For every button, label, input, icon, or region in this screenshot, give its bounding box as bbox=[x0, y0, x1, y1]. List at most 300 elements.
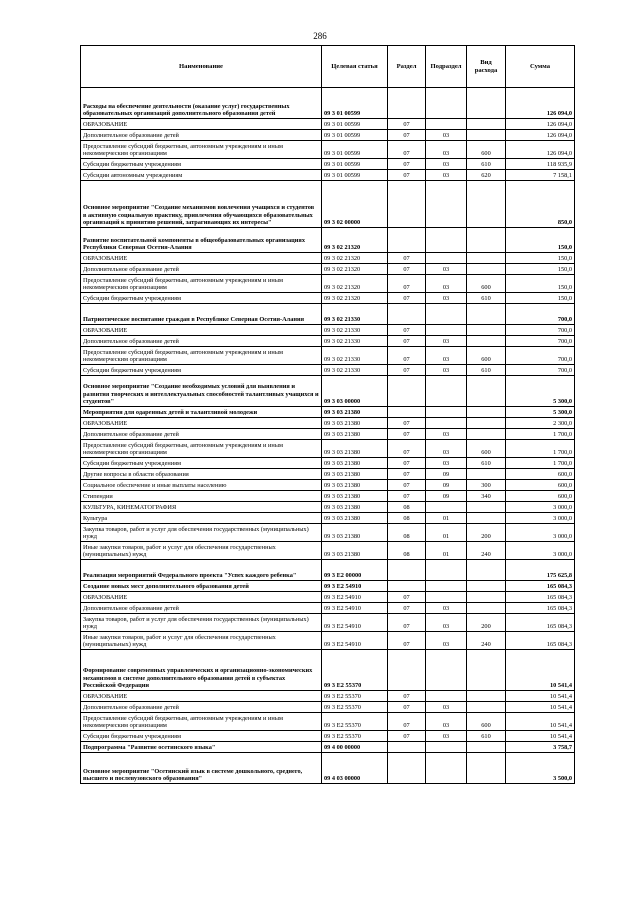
cell-code: 09 3 E2 54910 bbox=[322, 614, 388, 632]
cell-sum: 3 500,0 bbox=[506, 753, 575, 784]
column-header-name: Наименование bbox=[81, 46, 322, 88]
cell-sum: 5 300,0 bbox=[506, 376, 575, 407]
cell-subsection: 03 bbox=[426, 365, 467, 376]
cell-name: Субсидии бюджетным учреждениям bbox=[81, 159, 322, 170]
cell-code: 09 3 03 00000 bbox=[322, 376, 388, 407]
cell-code: 09 3 03 21380 bbox=[322, 542, 388, 560]
cell-section bbox=[388, 581, 426, 592]
cell-kind bbox=[467, 603, 506, 614]
cell-code: 09 3 02 21330 bbox=[322, 365, 388, 376]
cell-code: 09 3 01 00599 bbox=[322, 130, 388, 141]
cell-name: Основное мероприятие "Создание механизмов вовлечения учащихся и студентов в активную социальную практику, привлечения обучающихся образовательных организаций к принятию решений, затрагивающих их интересы" bbox=[81, 181, 322, 228]
cell-section: 07 bbox=[388, 293, 426, 304]
cell-name: Дополнительное образование детей bbox=[81, 264, 322, 275]
table-row bbox=[81, 632, 575, 650]
table-row bbox=[81, 702, 575, 713]
cell-subsection bbox=[426, 742, 467, 753]
table-row bbox=[81, 440, 575, 458]
cell-sum: 126 094,0 bbox=[506, 88, 575, 119]
table-row bbox=[81, 88, 575, 119]
table-row bbox=[81, 524, 575, 542]
cell-subsection: 09 bbox=[426, 491, 467, 502]
cell-section: 07 bbox=[388, 614, 426, 632]
cell-code: 09 3 01 00599 bbox=[322, 159, 388, 170]
cell-kind bbox=[467, 742, 506, 753]
cell-name: Мероприятия для одаренных детей и талантливой молодежи bbox=[81, 407, 322, 418]
cell-code: 09 3 02 21330 bbox=[322, 325, 388, 336]
table-row bbox=[81, 407, 575, 418]
cell-sum: 700,0 bbox=[506, 336, 575, 347]
cell-kind: 620 bbox=[467, 170, 506, 181]
page-number: 286 bbox=[313, 31, 327, 41]
table-row bbox=[81, 347, 575, 365]
cell-section: 07 bbox=[388, 713, 426, 731]
cell-code: 09 3 E2 55370 bbox=[322, 713, 388, 731]
cell-kind bbox=[467, 376, 506, 407]
table-row bbox=[81, 480, 575, 491]
cell-section bbox=[388, 304, 426, 325]
cell-sum: 700,0 bbox=[506, 365, 575, 376]
cell-section: 07 bbox=[388, 365, 426, 376]
cell-kind bbox=[467, 418, 506, 429]
cell-name: ОБРАЗОВАНИЕ bbox=[81, 253, 322, 264]
cell-code: 09 3 E2 55370 bbox=[322, 691, 388, 702]
cell-sum: 10 541,4 bbox=[506, 702, 575, 713]
table-row bbox=[81, 753, 575, 784]
cell-name: Стипендии bbox=[81, 491, 322, 502]
cell-section: 07 bbox=[388, 119, 426, 130]
cell-subsection: 03 bbox=[426, 336, 467, 347]
cell-subsection: 01 bbox=[426, 524, 467, 542]
cell-sum: 10 541,4 bbox=[506, 731, 575, 742]
cell-kind bbox=[467, 650, 506, 691]
cell-section: 07 bbox=[388, 691, 426, 702]
cell-kind bbox=[467, 513, 506, 524]
cell-sum: 150,0 bbox=[506, 293, 575, 304]
cell-name: Предоставление субсидий бюджетным, автономным учреждениям и иным некоммерческим организациям bbox=[81, 141, 322, 159]
cell-code: 09 3 03 21380 bbox=[322, 407, 388, 418]
table-row bbox=[81, 264, 575, 275]
cell-code: 09 3 E2 54910 bbox=[322, 581, 388, 592]
cell-name: Субсидии бюджетным учреждениям bbox=[81, 458, 322, 469]
cell-section: 07 bbox=[388, 592, 426, 603]
cell-section: 08 bbox=[388, 542, 426, 560]
cell-section: 07 bbox=[388, 702, 426, 713]
cell-section bbox=[388, 376, 426, 407]
cell-sum: 5 300,0 bbox=[506, 407, 575, 418]
table-row bbox=[81, 429, 575, 440]
cell-kind bbox=[467, 253, 506, 264]
table-row bbox=[81, 336, 575, 347]
cell-code: 09 3 02 21330 bbox=[322, 336, 388, 347]
cell-code: 09 3 02 00000 bbox=[322, 181, 388, 228]
table-row bbox=[81, 691, 575, 702]
cell-subsection bbox=[426, 253, 467, 264]
table-row bbox=[81, 458, 575, 469]
cell-name: КУЛЬТУРА, КИНЕМАТОГРАФИЯ bbox=[81, 502, 322, 513]
cell-kind bbox=[467, 181, 506, 228]
cell-sum: 3 000,0 bbox=[506, 542, 575, 560]
table-row bbox=[81, 170, 575, 181]
cell-name: Субсидии автономным учреждениям bbox=[81, 170, 322, 181]
cell-subsection: 03 bbox=[426, 347, 467, 365]
cell-sum: 126 094,0 bbox=[506, 141, 575, 159]
cell-code: 09 3 01 00599 bbox=[322, 88, 388, 119]
cell-code: 09 3 03 21380 bbox=[322, 513, 388, 524]
cell-code: 09 3 03 21380 bbox=[322, 429, 388, 440]
cell-name: Предоставление субсидий бюджетным, автономным учреждениям и иным некоммерческим организациям bbox=[81, 713, 322, 731]
cell-sum: 175 625,8 bbox=[506, 560, 575, 581]
cell-name: Социальное обеспечение и иные выплаты населению bbox=[81, 480, 322, 491]
cell-code: 09 3 E2 55370 bbox=[322, 731, 388, 742]
cell-name: ОБРАЗОВАНИЕ bbox=[81, 119, 322, 130]
cell-sum: 700,0 bbox=[506, 304, 575, 325]
cell-subsection: 03 bbox=[426, 130, 467, 141]
cell-section: 07 bbox=[388, 141, 426, 159]
cell-kind bbox=[467, 592, 506, 603]
cell-subsection: 03 bbox=[426, 440, 467, 458]
cell-section bbox=[388, 88, 426, 119]
budget-table-body bbox=[81, 88, 575, 784]
cell-section: 07 bbox=[388, 275, 426, 293]
cell-sum: 118 935,9 bbox=[506, 159, 575, 170]
cell-section: 07 bbox=[388, 491, 426, 502]
table-row bbox=[81, 159, 575, 170]
cell-subsection: 09 bbox=[426, 480, 467, 491]
cell-name: Субсидии бюджетным учреждениям bbox=[81, 293, 322, 304]
cell-code: 09 3 03 21380 bbox=[322, 524, 388, 542]
cell-name: Основное мероприятие "Создание необходимых условий для выявления и развития творческих и интеллектуальных способностей талантливых учащихся и студентов" bbox=[81, 376, 322, 407]
cell-kind: 300 bbox=[467, 480, 506, 491]
cell-name: Иные закупки товаров, работ и услуг для обеспечения государственных (муниципальных) нужд bbox=[81, 632, 322, 650]
table-row bbox=[81, 418, 575, 429]
cell-subsection: 09 bbox=[426, 469, 467, 480]
table-row bbox=[81, 731, 575, 742]
cell-kind: 610 bbox=[467, 293, 506, 304]
cell-name: Дополнительное образование детей bbox=[81, 336, 322, 347]
cell-sum: 3 758,7 bbox=[506, 742, 575, 753]
cell-name: Дополнительное образование детей bbox=[81, 702, 322, 713]
cell-code: 09 3 03 21380 bbox=[322, 480, 388, 491]
cell-sum: 165 084,3 bbox=[506, 592, 575, 603]
cell-kind bbox=[467, 429, 506, 440]
cell-kind: 600 bbox=[467, 713, 506, 731]
cell-subsection: 03 bbox=[426, 702, 467, 713]
cell-subsection bbox=[426, 418, 467, 429]
cell-kind: 600 bbox=[467, 275, 506, 293]
cell-subsection: 01 bbox=[426, 542, 467, 560]
table-row bbox=[81, 650, 575, 691]
cell-code: 09 3 01 00599 bbox=[322, 170, 388, 181]
table-row bbox=[81, 293, 575, 304]
cell-code: 09 3 02 21320 bbox=[322, 293, 388, 304]
cell-sum: 165 084,3 bbox=[506, 632, 575, 650]
cell-section: 07 bbox=[388, 170, 426, 181]
table-row bbox=[81, 614, 575, 632]
cell-sum: 126 094,0 bbox=[506, 130, 575, 141]
cell-kind: 240 bbox=[467, 542, 506, 560]
cell-section: 07 bbox=[388, 264, 426, 275]
cell-section: 07 bbox=[388, 469, 426, 480]
cell-name: Иные закупки товаров, работ и услуг для обеспечения государственных (муниципальных) нужд bbox=[81, 542, 322, 560]
cell-kind: 200 bbox=[467, 524, 506, 542]
cell-code: 09 3 02 21320 bbox=[322, 228, 388, 253]
cell-subsection bbox=[426, 753, 467, 784]
cell-kind bbox=[467, 691, 506, 702]
cell-code: 09 3 02 21320 bbox=[322, 253, 388, 264]
cell-section: 07 bbox=[388, 731, 426, 742]
cell-code: 09 3 02 21320 bbox=[322, 264, 388, 275]
cell-subsection bbox=[426, 325, 467, 336]
cell-subsection bbox=[426, 304, 467, 325]
cell-name: Создание новых мест дополнительного образования детей bbox=[81, 581, 322, 592]
cell-sum: 3 000,0 bbox=[506, 524, 575, 542]
cell-subsection: 03 bbox=[426, 159, 467, 170]
cell-section: 07 bbox=[388, 418, 426, 429]
cell-section: 08 bbox=[388, 513, 426, 524]
cell-section bbox=[388, 650, 426, 691]
cell-subsection bbox=[426, 181, 467, 228]
cell-kind: 200 bbox=[467, 614, 506, 632]
cell-subsection: 03 bbox=[426, 293, 467, 304]
cell-name: ОБРАЗОВАНИЕ bbox=[81, 691, 322, 702]
cell-subsection: 03 bbox=[426, 264, 467, 275]
table-row bbox=[81, 491, 575, 502]
cell-section: 07 bbox=[388, 429, 426, 440]
cell-subsection: 01 bbox=[426, 513, 467, 524]
cell-code: 09 4 00 00000 bbox=[322, 742, 388, 753]
cell-section: 08 bbox=[388, 502, 426, 513]
table-row bbox=[81, 581, 575, 592]
cell-subsection: 03 bbox=[426, 275, 467, 293]
cell-kind bbox=[467, 88, 506, 119]
table-row bbox=[81, 130, 575, 141]
cell-name: Предоставление субсидий бюджетным, автономным учреждениям и иным некоммерческим организациям bbox=[81, 275, 322, 293]
cell-code: 09 3 E2 54910 bbox=[322, 632, 388, 650]
cell-kind bbox=[467, 264, 506, 275]
cell-subsection bbox=[426, 376, 467, 407]
table-row bbox=[81, 253, 575, 264]
table-row bbox=[81, 376, 575, 407]
cell-subsection bbox=[426, 119, 467, 130]
cell-section: 07 bbox=[388, 159, 426, 170]
cell-kind bbox=[467, 502, 506, 513]
cell-section: 07 bbox=[388, 325, 426, 336]
cell-kind bbox=[467, 336, 506, 347]
cell-code: 09 3 03 21380 bbox=[322, 469, 388, 480]
cell-kind bbox=[467, 119, 506, 130]
cell-kind bbox=[467, 469, 506, 480]
cell-name: Дополнительное образование детей bbox=[81, 130, 322, 141]
cell-code: 09 3 E2 55370 bbox=[322, 702, 388, 713]
cell-sum: 10 541,4 bbox=[506, 713, 575, 731]
table-row bbox=[81, 469, 575, 480]
cell-kind bbox=[467, 753, 506, 784]
cell-subsection: 03 bbox=[426, 632, 467, 650]
cell-section: 07 bbox=[388, 347, 426, 365]
cell-subsection: 03 bbox=[426, 141, 467, 159]
table-row bbox=[81, 742, 575, 753]
cell-kind: 610 bbox=[467, 365, 506, 376]
cell-name: Закупка товаров, работ и услуг для обеспечения государственных (муниципальных) нужд bbox=[81, 614, 322, 632]
table-row bbox=[81, 592, 575, 603]
cell-code: 09 3 03 21380 bbox=[322, 418, 388, 429]
cell-subsection: 03 bbox=[426, 731, 467, 742]
cell-subsection: 03 bbox=[426, 429, 467, 440]
cell-section: 07 bbox=[388, 632, 426, 650]
cell-sum: 1 700,0 bbox=[506, 429, 575, 440]
cell-code: 09 4 03 00000 bbox=[322, 753, 388, 784]
table-row bbox=[81, 181, 575, 228]
cell-sum: 1 700,0 bbox=[506, 458, 575, 469]
cell-kind bbox=[467, 304, 506, 325]
cell-kind: 610 bbox=[467, 731, 506, 742]
cell-section bbox=[388, 560, 426, 581]
cell-kind: 600 bbox=[467, 141, 506, 159]
cell-name: Развитие воспитательной компоненты в общеобразовательных организациях Республики Северная Осетия-Алания bbox=[81, 228, 322, 253]
table-header-row bbox=[81, 46, 575, 88]
cell-subsection: 03 bbox=[426, 170, 467, 181]
cell-section: 07 bbox=[388, 253, 426, 264]
cell-name: Другие вопросы в области образования bbox=[81, 469, 322, 480]
cell-name: ОБРАЗОВАНИЕ bbox=[81, 325, 322, 336]
cell-name: Субсидии бюджетным учреждениям bbox=[81, 731, 322, 742]
table-row bbox=[81, 513, 575, 524]
cell-section: 07 bbox=[388, 440, 426, 458]
cell-code: 09 3 E2 54910 bbox=[322, 603, 388, 614]
cell-subsection: 03 bbox=[426, 458, 467, 469]
cell-section bbox=[388, 407, 426, 418]
table-row bbox=[81, 365, 575, 376]
cell-subsection bbox=[426, 560, 467, 581]
table-row bbox=[81, 603, 575, 614]
cell-section: 07 bbox=[388, 480, 426, 491]
cell-kind bbox=[467, 407, 506, 418]
cell-code: 09 3 E2 00000 bbox=[322, 560, 388, 581]
cell-kind bbox=[467, 325, 506, 336]
cell-sum: 3 000,0 bbox=[506, 502, 575, 513]
cell-section: 08 bbox=[388, 524, 426, 542]
cell-section: 07 bbox=[388, 130, 426, 141]
cell-sum: 3 000,0 bbox=[506, 513, 575, 524]
cell-kind: 600 bbox=[467, 347, 506, 365]
column-header-subsection: Подраздел bbox=[426, 46, 467, 88]
cell-code: 09 3 02 21330 bbox=[322, 304, 388, 325]
cell-section bbox=[388, 753, 426, 784]
cell-subsection bbox=[426, 691, 467, 702]
cell-section bbox=[388, 742, 426, 753]
cell-name: Дополнительное образование детей bbox=[81, 603, 322, 614]
cell-kind: 610 bbox=[467, 458, 506, 469]
cell-kind: 340 bbox=[467, 491, 506, 502]
cell-sum: 126 094,0 bbox=[506, 119, 575, 130]
table-row bbox=[81, 228, 575, 253]
table-row bbox=[81, 141, 575, 159]
cell-sum: 850,0 bbox=[506, 181, 575, 228]
cell-name: Основное мероприятие "Осетинский язык в системе дошкольного, среднего, высшего и послевузовского образования" bbox=[81, 753, 322, 784]
cell-code: 09 3 02 21330 bbox=[322, 347, 388, 365]
cell-section: 07 bbox=[388, 603, 426, 614]
cell-name: Подпрограмма "Развитие осетинского языка" bbox=[81, 742, 322, 753]
cell-sum: 700,0 bbox=[506, 325, 575, 336]
cell-section: 07 bbox=[388, 336, 426, 347]
cell-subsection bbox=[426, 592, 467, 603]
cell-sum: 10 541,4 bbox=[506, 650, 575, 691]
cell-sum: 600,0 bbox=[506, 469, 575, 480]
cell-code: 09 3 03 21380 bbox=[322, 491, 388, 502]
cell-name: Расходы на обеспечение деятельности (оказание услуг) государственных образовательных организаций дополнительного образования детей bbox=[81, 88, 322, 119]
cell-code: 09 3 01 00599 bbox=[322, 119, 388, 130]
cell-code: 09 3 03 21380 bbox=[322, 458, 388, 469]
cell-name: Предоставление субсидий бюджетным, автономным учреждениям и иным некоммерческим организациям bbox=[81, 440, 322, 458]
cell-name: Субсидии бюджетным учреждениям bbox=[81, 365, 322, 376]
cell-code: 09 3 E2 54910 bbox=[322, 592, 388, 603]
cell-sum: 700,0 bbox=[506, 347, 575, 365]
cell-sum: 600,0 bbox=[506, 480, 575, 491]
cell-kind bbox=[467, 130, 506, 141]
column-header-kind: Вид расхода bbox=[467, 46, 506, 88]
table-row bbox=[81, 713, 575, 731]
cell-section bbox=[388, 181, 426, 228]
cell-subsection bbox=[426, 228, 467, 253]
cell-sum: 165 084,3 bbox=[506, 614, 575, 632]
cell-kind: 240 bbox=[467, 632, 506, 650]
table-row bbox=[81, 560, 575, 581]
cell-sum: 150,0 bbox=[506, 228, 575, 253]
cell-sum: 150,0 bbox=[506, 253, 575, 264]
table-row bbox=[81, 502, 575, 513]
cell-section: 07 bbox=[388, 458, 426, 469]
column-header-section: Раздел bbox=[388, 46, 426, 88]
cell-sum: 150,0 bbox=[506, 264, 575, 275]
cell-name: Патриотическое воспитание граждан в Республике Северная Осетия-Алания bbox=[81, 304, 322, 325]
cell-sum: 7 158,1 bbox=[506, 170, 575, 181]
cell-code: 09 3 01 00599 bbox=[322, 141, 388, 159]
table-row bbox=[81, 304, 575, 325]
cell-name: Культура bbox=[81, 513, 322, 524]
table-row bbox=[81, 119, 575, 130]
table-row bbox=[81, 275, 575, 293]
cell-sum: 2 300,0 bbox=[506, 418, 575, 429]
cell-name: ОБРАЗОВАНИЕ bbox=[81, 418, 322, 429]
cell-subsection bbox=[426, 650, 467, 691]
cell-code: 09 3 03 21380 bbox=[322, 440, 388, 458]
cell-sum: 150,0 bbox=[506, 275, 575, 293]
cell-kind: 610 bbox=[467, 159, 506, 170]
cell-subsection: 03 bbox=[426, 713, 467, 731]
cell-sum: 10 541,4 bbox=[506, 691, 575, 702]
cell-sum: 1 700,0 bbox=[506, 440, 575, 458]
cell-name: Дополнительное образование детей bbox=[81, 429, 322, 440]
cell-kind bbox=[467, 702, 506, 713]
cell-code: 09 3 E2 55370 bbox=[322, 650, 388, 691]
table-row bbox=[81, 542, 575, 560]
cell-sum: 165 084,3 bbox=[506, 603, 575, 614]
cell-subsection: 03 bbox=[426, 614, 467, 632]
cell-code: 09 3 02 21320 bbox=[322, 275, 388, 293]
cell-subsection bbox=[426, 581, 467, 592]
cell-name: ОБРАЗОВАНИЕ bbox=[81, 592, 322, 603]
cell-kind: 600 bbox=[467, 440, 506, 458]
column-header-sum: Сумма bbox=[506, 46, 575, 88]
budget-table bbox=[80, 45, 575, 784]
cell-subsection bbox=[426, 407, 467, 418]
cell-name: Предоставление субсидий бюджетным, автономным учреждениям и иным некоммерческим организациям bbox=[81, 347, 322, 365]
cell-subsection bbox=[426, 502, 467, 513]
table-row bbox=[81, 325, 575, 336]
cell-subsection bbox=[426, 88, 467, 119]
cell-code: 09 3 03 21380 bbox=[322, 502, 388, 513]
